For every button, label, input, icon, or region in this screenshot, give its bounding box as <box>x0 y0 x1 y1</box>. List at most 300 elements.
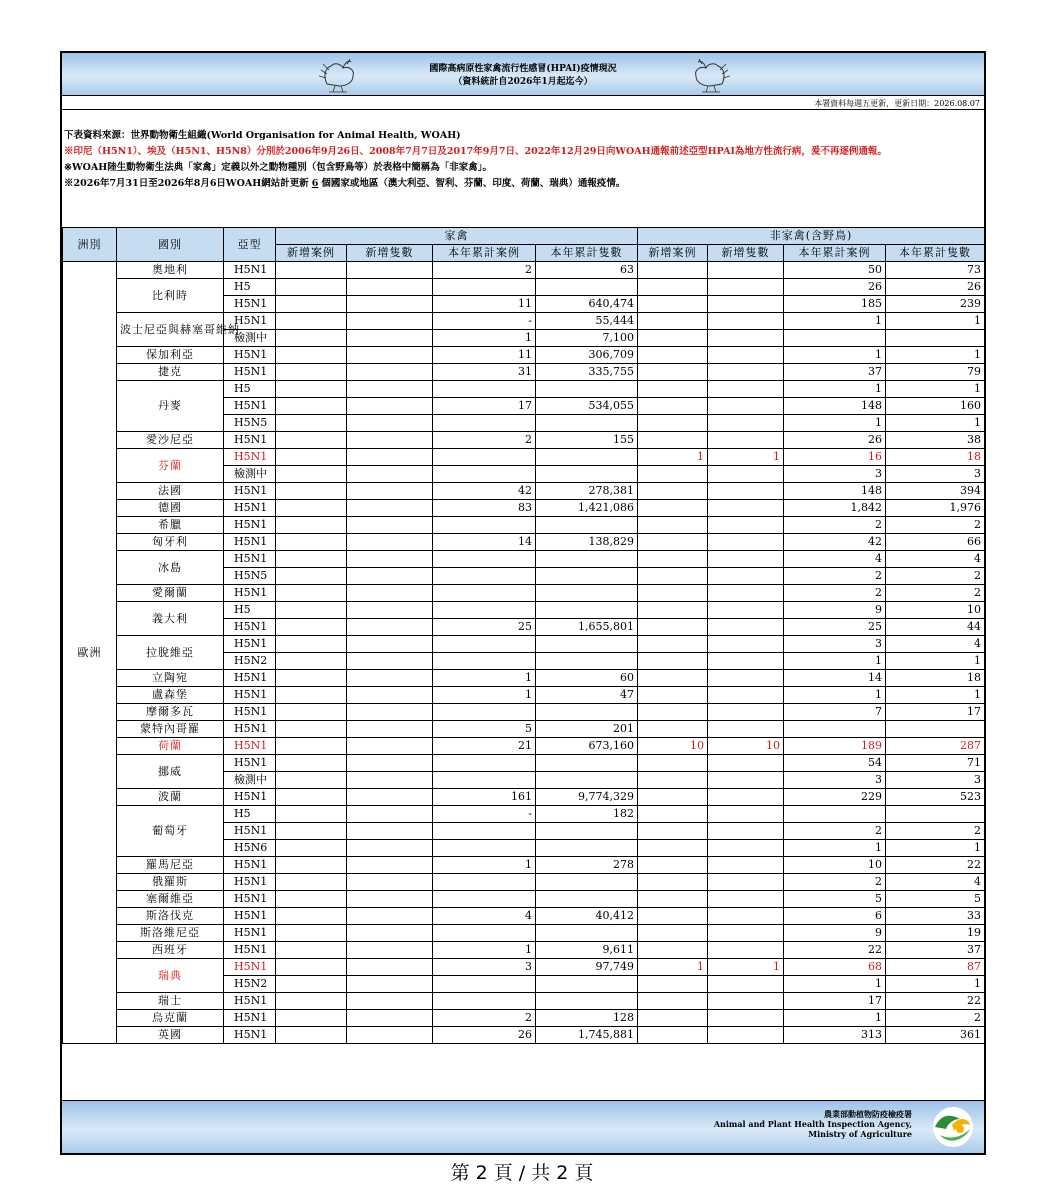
nonpoultry-ytd-birds-cell: 2 <box>886 823 985 840</box>
poultry-ytd-cases-cell <box>433 891 536 908</box>
poultry-new-cases-cell <box>276 568 347 585</box>
subtype-cell: 檢測中 <box>224 330 276 347</box>
poultry-new-birds-cell <box>347 534 433 551</box>
subtype-cell: H5N1 <box>224 449 276 466</box>
poultry-new-birds-cell <box>347 1027 433 1044</box>
poultry-ytd-birds-cell <box>536 449 638 466</box>
outbreak-table <box>62 227 985 1044</box>
nonpoultry-ytd-cases-cell: 1 <box>784 381 886 398</box>
nonpoultry-ytd-cases-cell: 9 <box>784 925 886 942</box>
nonpoultry-new-cases-cell <box>638 330 708 347</box>
subtype-cell: H5 <box>224 602 276 619</box>
poultry-new-birds-cell <box>347 789 433 806</box>
poultry-ytd-cases-cell: 2 <box>433 432 536 449</box>
table-row <box>63 483 985 500</box>
nonpoultry-ytd-cases-cell: 54 <box>784 755 886 772</box>
nonpoultry-ytd-cases-cell: 4 <box>784 551 886 568</box>
country-cell: 拉脫維亞 <box>117 636 224 670</box>
poultry-new-cases-cell <box>276 398 347 415</box>
poultry-ytd-birds-cell: 128 <box>536 1010 638 1027</box>
poultry-ytd-cases-cell <box>433 568 536 585</box>
subtype-cell: H5N1 <box>224 517 276 534</box>
poultry-ytd-cases-cell: 83 <box>433 500 536 517</box>
nonpoultry-new-cases-cell <box>638 313 708 330</box>
table-row <box>63 959 985 976</box>
poultry-ytd-cases-cell: 31 <box>433 364 536 381</box>
nonpoultry-new-cases-cell: 1 <box>638 959 708 976</box>
poultry-ytd-birds-cell: 47 <box>536 687 638 704</box>
agency-name <box>714 1109 912 1139</box>
country-cell: 蒙特內哥羅 <box>117 721 224 738</box>
nonpoultry-new-birds-cell <box>708 432 784 449</box>
nonpoultry-ytd-cases-cell: 2 <box>784 823 886 840</box>
nonpoultry-new-cases-cell <box>638 602 708 619</box>
poultry-new-birds-cell <box>347 806 433 823</box>
country-cell: 捷克 <box>117 364 224 381</box>
subtype-cell: H5N1 <box>224 857 276 874</box>
nonpoultry-new-birds-cell <box>708 823 784 840</box>
poultry-ytd-birds-cell <box>536 466 638 483</box>
table-row <box>63 636 985 653</box>
country-cell: 盧森堡 <box>117 687 224 704</box>
poultry-ytd-cases-cell: 2 <box>433 262 536 279</box>
poultry-ytd-cases-cell <box>433 449 536 466</box>
nonpoultry-new-cases-cell <box>638 772 708 789</box>
poultry-new-birds-cell <box>347 755 433 772</box>
nonpoultry-ytd-cases-cell: 1 <box>784 653 886 670</box>
nonpoultry-ytd-birds-cell: 26 <box>886 279 985 296</box>
table-row <box>63 704 985 721</box>
nonpoultry-new-cases-cell <box>638 704 708 721</box>
table-row <box>63 891 985 908</box>
nonpoultry-new-birds-cell <box>708 636 784 653</box>
subtype-cell: H5N1 <box>224 432 276 449</box>
nonpoultry-ytd-cases-cell: 37 <box>784 364 886 381</box>
subtype-cell: H5N1 <box>224 1010 276 1027</box>
poultry-ytd-birds-cell: 306,709 <box>536 347 638 364</box>
nonpoultry-ytd-birds-cell: 287 <box>886 738 985 755</box>
subtype-cell: H5N1 <box>224 585 276 602</box>
subtype-cell: H5N1 <box>224 483 276 500</box>
subtype-cell: H5N2 <box>224 653 276 670</box>
subtype-cell: H5N1 <box>224 1027 276 1044</box>
poultry-ytd-cases-cell <box>433 415 536 432</box>
nonpoultry-ytd-cases-cell: 1 <box>784 1010 886 1027</box>
poultry-ytd-cases-cell: 2 <box>433 1010 536 1027</box>
nonpoultry-ytd-cases-cell: 26 <box>784 432 886 449</box>
poultry-ytd-cases-cell <box>433 517 536 534</box>
header-poultry: 家禽 <box>276 228 638 245</box>
nonpoultry-new-birds-cell <box>708 653 784 670</box>
nonpoultry-ytd-birds-cell: 2 <box>886 568 985 585</box>
nonpoultry-new-birds-cell: 1 <box>708 449 784 466</box>
nonpoultry-new-birds-cell <box>708 942 784 959</box>
nonpoultry-new-birds-cell <box>708 296 784 313</box>
poultry-ytd-birds-cell: 1,421,086 <box>536 500 638 517</box>
poultry-ytd-birds-cell: 63 <box>536 262 638 279</box>
table-row <box>63 993 985 1010</box>
poultry-new-cases-cell <box>276 891 347 908</box>
poultry-ytd-birds-cell: 9,774,329 <box>536 789 638 806</box>
poultry-ytd-cases-cell: 17 <box>433 398 536 415</box>
nonpoultry-new-birds-cell <box>708 857 784 874</box>
table-row <box>63 432 985 449</box>
nonpoultry-ytd-birds-cell: 44 <box>886 619 985 636</box>
nonpoultry-ytd-birds-cell: 3 <box>886 466 985 483</box>
poultry-ytd-birds-cell <box>536 517 638 534</box>
nonpoultry-new-birds-cell <box>708 398 784 415</box>
nonpoultry-new-birds-cell <box>708 755 784 772</box>
table-row <box>63 449 985 466</box>
nonpoultry-ytd-birds-cell: 1,976 <box>886 500 985 517</box>
nonpoultry-ytd-cases-cell <box>784 330 886 347</box>
poultry-new-birds-cell <box>347 517 433 534</box>
poultry-ytd-cases-cell <box>433 840 536 857</box>
poultry-new-birds-cell <box>347 738 433 755</box>
subtype-cell: H5N1 <box>224 500 276 517</box>
nonpoultry-ytd-cases-cell: 2 <box>784 874 886 891</box>
country-cell: 葡萄牙 <box>117 806 224 857</box>
poultry-new-birds-cell <box>347 636 433 653</box>
header-nonpoultry-new-cases: 新增案例 <box>638 245 708 262</box>
country-cell: 芬蘭 <box>117 449 224 483</box>
country-cell: 匈牙利 <box>117 534 224 551</box>
country-cell: 保加利亞 <box>117 347 224 364</box>
endemic-note: ※印尼（H5N1）、埃及（H5N1、H5N8）分別於2006年9月26日、2008年7月7日及2017年9月7日、2022年12月29日向WOAH通報前述亞型HPAI為地方性流行病，爰不再逐例通報。 <box>64 146 887 157</box>
poultry-ytd-birds-cell <box>536 653 638 670</box>
poultry-new-cases-cell <box>276 466 347 483</box>
poultry-ytd-birds-cell: 97,749 <box>536 959 638 976</box>
nonpoultry-new-birds-cell <box>708 551 784 568</box>
poultry-ytd-cases-cell: 21 <box>433 738 536 755</box>
table-row <box>63 313 985 330</box>
poultry-new-cases-cell <box>276 500 347 517</box>
poultry-new-birds-cell <box>347 432 433 449</box>
nonpoultry-ytd-birds-cell: 87 <box>886 959 985 976</box>
nonpoultry-new-birds-cell <box>708 619 784 636</box>
country-cell: 丹麥 <box>117 381 224 432</box>
table-row <box>63 381 985 398</box>
country-cell: 斯洛伐克 <box>117 908 224 925</box>
nonpoultry-new-birds-cell <box>708 908 784 925</box>
country-cell: 羅馬尼亞 <box>117 857 224 874</box>
poultry-new-cases-cell <box>276 857 347 874</box>
poultry-new-birds-cell <box>347 891 433 908</box>
poultry-new-birds-cell <box>347 670 433 687</box>
subtype-cell: H5N1 <box>224 551 276 568</box>
subtype-cell: H5N1 <box>224 364 276 381</box>
poultry-ytd-cases-cell: - <box>433 313 536 330</box>
poultry-ytd-cases-cell <box>433 755 536 772</box>
nonpoultry-ytd-birds-cell: 1 <box>886 415 985 432</box>
poultry-new-birds-cell <box>347 313 433 330</box>
nonpoultry-ytd-birds-cell: 10 <box>886 602 985 619</box>
table-row <box>63 942 985 959</box>
header-nonpoultry-ytd-cases: 本年累計案例 <box>784 245 886 262</box>
subtype-cell: H5N1 <box>224 670 276 687</box>
nonpoultry-new-birds-cell <box>708 891 784 908</box>
poultry-ytd-cases-cell <box>433 993 536 1010</box>
poultry-ytd-cases-cell: 1 <box>433 942 536 959</box>
nonpoultry-ytd-birds-cell: 4 <box>886 636 985 653</box>
nonpoultry-ytd-birds-cell: 2 <box>886 585 985 602</box>
nonpoultry-ytd-cases-cell <box>784 806 886 823</box>
update-summary-note <box>64 176 982 192</box>
nonpoultry-new-birds-cell <box>708 806 784 823</box>
poultry-new-cases-cell <box>276 449 347 466</box>
table-row <box>63 585 985 602</box>
poultry-new-birds-cell <box>347 908 433 925</box>
poultry-ytd-birds-cell <box>536 772 638 789</box>
poultry-new-birds-cell <box>347 840 433 857</box>
poultry-ytd-birds-cell: 278,381 <box>536 483 638 500</box>
nonpoultry-ytd-birds-cell: 160 <box>886 398 985 415</box>
poultry-ytd-cases-cell: 1 <box>433 330 536 347</box>
nonpoultry-new-birds-cell <box>708 993 784 1010</box>
poultry-ytd-birds-cell <box>536 840 638 857</box>
poultry-new-cases-cell <box>276 976 347 993</box>
agency-name-en-1: Animal and Plant Health Inspection Agency, <box>713 1119 912 1129</box>
nonpoultry-new-cases-cell <box>638 823 708 840</box>
nonpoultry-ytd-cases-cell: 1 <box>784 347 886 364</box>
poultry-new-cases-cell <box>276 840 347 857</box>
country-cell: 摩爾多瓦 <box>117 704 224 721</box>
nonpoultry-new-cases-cell <box>638 993 708 1010</box>
country-cell: 波士尼亞與赫塞哥維納 <box>117 313 224 347</box>
subtype-cell: H5N1 <box>224 942 276 959</box>
nonpoultry-ytd-birds-cell: 37 <box>886 942 985 959</box>
country-cell: 波蘭 <box>117 789 224 806</box>
poultry-new-cases-cell <box>276 772 347 789</box>
poultry-new-cases-cell <box>276 1027 347 1044</box>
subtype-cell: H5 <box>224 279 276 296</box>
nonpoultry-new-birds-cell <box>708 483 784 500</box>
nonpoultry-ytd-birds-cell: 1 <box>886 381 985 398</box>
poultry-ytd-birds-cell <box>536 415 638 432</box>
subtype-cell: H5N1 <box>224 619 276 636</box>
nonpoultry-new-cases-cell <box>638 415 708 432</box>
poultry-new-birds-cell <box>347 381 433 398</box>
nonpoultry-new-cases-cell <box>638 1027 708 1044</box>
header-poultry-new-cases: 新增案例 <box>276 245 347 262</box>
country-cell: 法國 <box>117 483 224 500</box>
nonpoultry-new-cases-cell: 1 <box>638 449 708 466</box>
poultry-new-birds-cell <box>347 721 433 738</box>
nonpoultry-ytd-cases-cell: 1 <box>784 415 886 432</box>
poultry-ytd-birds-cell: 55,444 <box>536 313 638 330</box>
nonpoultry-ytd-cases-cell: 9 <box>784 602 886 619</box>
nonpoultry-ytd-birds-cell: 4 <box>886 874 985 891</box>
nonpoultry-ytd-cases-cell: 1,842 <box>784 500 886 517</box>
poultry-new-birds-cell <box>347 602 433 619</box>
nonpoultry-ytd-cases-cell: 148 <box>784 398 886 415</box>
poultry-ytd-birds-cell <box>536 976 638 993</box>
poultry-new-birds-cell <box>347 262 433 279</box>
nonpoultry-ytd-birds-cell: 1 <box>886 687 985 704</box>
nonpoultry-ytd-birds-cell: 4 <box>886 551 985 568</box>
subtype-cell: H5N1 <box>224 687 276 704</box>
header-poultry-ytd-cases: 本年累計案例 <box>433 245 536 262</box>
poultry-new-birds-cell <box>347 772 433 789</box>
table-row <box>63 738 985 755</box>
poultry-new-cases-cell <box>276 755 347 772</box>
subtype-cell: H5N1 <box>224 789 276 806</box>
nonpoultry-ytd-birds-cell: 3 <box>886 772 985 789</box>
poultry-new-birds-cell <box>347 993 433 1010</box>
agency-name-en-2: Ministry of Agriculture <box>808 1129 912 1139</box>
nonpoultry-ytd-birds-cell: 18 <box>886 670 985 687</box>
poultry-new-birds-cell <box>347 704 433 721</box>
poultry-new-birds-cell <box>347 857 433 874</box>
nonpoultry-new-birds-cell: 1 <box>708 959 784 976</box>
nonpoultry-ytd-cases-cell: 148 <box>784 483 886 500</box>
nonpoultry-ytd-birds-cell: 1 <box>886 347 985 364</box>
report-sheet <box>60 51 986 1155</box>
nonpoultry-ytd-birds-cell: 33 <box>886 908 985 925</box>
table-body <box>63 262 985 1044</box>
poultry-ytd-cases-cell <box>433 874 536 891</box>
header-country: 國別 <box>117 228 224 262</box>
header-nonpoultry-ytd-birds: 本年累計隻數 <box>886 245 985 262</box>
poultry-ytd-cases-cell: 3 <box>433 959 536 976</box>
nonpoultry-new-birds-cell <box>708 517 784 534</box>
poultry-ytd-cases-cell <box>433 704 536 721</box>
nonpoultry-new-birds-cell <box>708 789 784 806</box>
nonpoultry-ytd-birds-cell: 22 <box>886 857 985 874</box>
table-row <box>63 602 985 619</box>
nonpoultry-new-birds-cell <box>708 874 784 891</box>
table-row <box>63 806 985 823</box>
nonpoultry-new-birds-cell <box>708 313 784 330</box>
nonpoultry-ytd-cases-cell: 6 <box>784 908 886 925</box>
nonpoultry-ytd-birds-cell: 1 <box>886 653 985 670</box>
nonpoultry-ytd-birds-cell: 73 <box>886 262 985 279</box>
poultry-new-cases-cell <box>276 908 347 925</box>
definition-note: ※WOAH陸生動物衛生法典「家禽」定義以外之動物種別（包含野鳥等）於表格中簡稱為「非家禽」。 <box>64 162 493 173</box>
poultry-ytd-birds-cell <box>536 279 638 296</box>
subtype-cell: H5N1 <box>224 891 276 908</box>
poultry-ytd-cases-cell: 25 <box>433 619 536 636</box>
country-cell: 立陶宛 <box>117 670 224 687</box>
agency-name-zh: 農業部動植物防疫檢疫署 <box>824 1109 912 1119</box>
nonpoultry-new-cases-cell <box>638 891 708 908</box>
table-row <box>63 789 985 806</box>
nonpoultry-new-cases-cell <box>638 364 708 381</box>
report-footer <box>62 1100 984 1153</box>
nonpoultry-ytd-birds-cell: 2 <box>886 517 985 534</box>
table-row <box>63 517 985 534</box>
nonpoultry-new-cases-cell <box>638 500 708 517</box>
poultry-ytd-cases-cell <box>433 772 536 789</box>
update-note: 本署資料每週五更新，更新日期：2026.08.07 <box>62 97 984 110</box>
poultry-ytd-cases-cell <box>433 551 536 568</box>
poultry-new-birds-cell <box>347 959 433 976</box>
nonpoultry-new-cases-cell <box>638 619 708 636</box>
nonpoultry-new-cases-cell: 10 <box>638 738 708 755</box>
nonpoultry-new-birds-cell <box>708 262 784 279</box>
poultry-ytd-cases-cell <box>433 602 536 619</box>
nonpoultry-new-cases-cell <box>638 670 708 687</box>
subtype-cell: H5 <box>224 381 276 398</box>
poultry-ytd-cases-cell: 26 <box>433 1027 536 1044</box>
nonpoultry-new-birds-cell <box>708 568 784 585</box>
update-summary-suffix: 個國家或地區（澳大利亞、智利、芬蘭、印度、荷蘭、瑞典）通報疫情。 <box>321 178 626 189</box>
poultry-ytd-cases-cell: - <box>433 806 536 823</box>
poultry-ytd-cases-cell: 14 <box>433 534 536 551</box>
nonpoultry-ytd-birds-cell: 239 <box>886 296 985 313</box>
nonpoultry-ytd-birds-cell: 523 <box>886 789 985 806</box>
nonpoultry-ytd-birds-cell: 394 <box>886 483 985 500</box>
poultry-new-cases-cell <box>276 687 347 704</box>
poultry-ytd-cases-cell <box>433 279 536 296</box>
poultry-new-cases-cell <box>276 823 347 840</box>
header-poultry-new-birds: 新增隻數 <box>347 245 433 262</box>
report-title: 國際高病原性家禽流行性感冒(HPAI)疫情現況 <box>429 64 617 74</box>
subtype-cell: H5N1 <box>224 296 276 313</box>
poultry-ytd-cases-cell <box>433 585 536 602</box>
subtype-cell: H5N1 <box>224 313 276 330</box>
nonpoultry-new-birds-cell <box>708 534 784 551</box>
table-row <box>63 262 985 279</box>
nonpoultry-ytd-cases-cell: 3 <box>784 636 886 653</box>
poultry-new-birds-cell <box>347 942 433 959</box>
nonpoultry-ytd-cases-cell: 42 <box>784 534 886 551</box>
country-cell: 烏克蘭 <box>117 1010 224 1027</box>
nonpoultry-ytd-cases-cell: 10 <box>784 857 886 874</box>
page-indicator: 第 2 頁 / 共 2 頁 <box>450 1162 594 1184</box>
nonpoultry-ytd-cases-cell: 3 <box>784 466 886 483</box>
header-subtype: 亞型 <box>224 228 276 262</box>
notes-block <box>64 128 982 192</box>
country-cell: 德國 <box>117 500 224 517</box>
nonpoultry-new-birds-cell <box>708 347 784 364</box>
report-subtitle: （資料統計自2026年1月起迄今） <box>453 77 593 87</box>
poultry-new-cases-cell <box>276 296 347 313</box>
poultry-new-cases-cell <box>276 670 347 687</box>
country-cell: 比利時 <box>117 279 224 313</box>
poultry-new-cases-cell <box>276 806 347 823</box>
nonpoultry-new-cases-cell <box>638 398 708 415</box>
poultry-new-cases-cell <box>276 993 347 1010</box>
poultry-new-cases-cell <box>276 551 347 568</box>
nonpoultry-ytd-cases-cell: 229 <box>784 789 886 806</box>
nonpoultry-ytd-birds-cell <box>886 806 985 823</box>
country-cell: 奧地利 <box>117 262 224 279</box>
poultry-new-cases-cell <box>276 636 347 653</box>
nonpoultry-new-birds-cell <box>708 687 784 704</box>
subtype-cell: H5N1 <box>224 959 276 976</box>
nonpoultry-ytd-cases-cell: 22 <box>784 942 886 959</box>
country-cell: 愛爾蘭 <box>117 585 224 602</box>
poultry-new-cases-cell <box>276 534 347 551</box>
country-cell: 義大利 <box>117 602 224 636</box>
poultry-new-cases-cell <box>276 874 347 891</box>
table-row <box>63 670 985 687</box>
nonpoultry-ytd-birds-cell: 66 <box>886 534 985 551</box>
poultry-new-birds-cell <box>347 466 433 483</box>
poultry-ytd-birds-cell <box>536 755 638 772</box>
nonpoultry-new-cases-cell <box>638 908 708 925</box>
poultry-new-cases-cell <box>276 959 347 976</box>
subtype-cell: H5N1 <box>224 704 276 721</box>
nonpoultry-new-birds-cell <box>708 1027 784 1044</box>
update-country-count: 6 <box>311 178 319 189</box>
poultry-ytd-birds-cell: 9,611 <box>536 942 638 959</box>
poultry-new-cases-cell <box>276 585 347 602</box>
poultry-ytd-birds-cell <box>536 585 638 602</box>
poultry-new-cases-cell <box>276 602 347 619</box>
nonpoultry-new-birds-cell <box>708 279 784 296</box>
